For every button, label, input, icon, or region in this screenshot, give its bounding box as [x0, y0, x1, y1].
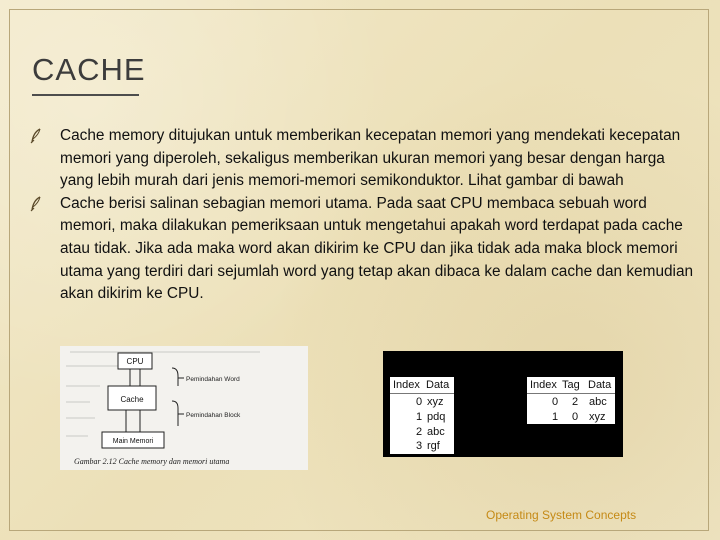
- bullet-item: [30, 125, 700, 193]
- memory-table: [390, 377, 454, 454]
- table-row: [390, 395, 454, 410]
- header-tag: Tag: [562, 379, 580, 391]
- cpu-label: CPU: [126, 357, 144, 366]
- figure-caption: Gambar 2.12 Cache memory dan memori utama: [74, 457, 230, 466]
- word-transfer-label: Pemindahan Word: [186, 376, 240, 383]
- header-index: Index: [393, 379, 420, 391]
- main-memory-label: Main Memori: [112, 438, 154, 445]
- cache-table: [527, 377, 615, 424]
- cache-table-header: [527, 378, 615, 394]
- header-data: Data: [588, 379, 612, 391]
- index-cell: 1: [552, 411, 559, 423]
- table-row: [390, 410, 454, 425]
- tag-cell: 0: [572, 411, 579, 423]
- data-cell: pdq: [427, 411, 446, 423]
- data-cell: rgf: [427, 440, 440, 452]
- index-cell: 1: [416, 411, 423, 423]
- table-row: [527, 395, 615, 410]
- data-cell: abc: [589, 396, 607, 408]
- cache-mapping-figure: [383, 351, 623, 457]
- index-cell: 0: [552, 396, 559, 408]
- index-cell: 0: [416, 396, 423, 408]
- memory-table-header: [390, 378, 454, 394]
- index-cell: 3: [416, 440, 423, 452]
- header-index: Index: [530, 379, 557, 391]
- data-cell: xyz: [589, 411, 606, 423]
- title-underline: [32, 94, 139, 96]
- index-cell: 2: [416, 426, 423, 438]
- table-row: [390, 425, 454, 440]
- bullet-item: [30, 193, 700, 306]
- slide-title: CACHE: [32, 52, 146, 87]
- footer-link[interactable]: Operating System Concepts: [486, 508, 637, 522]
- bullet-text: Cache berisi salinan sebagian memori utama. Pada saat CPU membaca sebuah word memori, maka dilakukan pemeriksaan untuk mengetahui apakah word terdapat pada cache atau tidak. Jika ada maka word akan dikirim ke CPU dan jika tidak ada maka block memori utama yang terdiri dari sejumlah word yang tetap akan dibaca ke dalam cache dan kemudian akan dikirim ke CPU.: [60, 194, 694, 303]
- quill-pen-icon: [30, 128, 42, 144]
- header-data: Data: [426, 379, 450, 391]
- quill-pen-icon: [30, 196, 42, 212]
- block-transfer-label: Pemindahan Block: [186, 412, 241, 419]
- data-cell: xyz: [427, 396, 444, 408]
- bullet-text: Cache memory ditujukan untuk memberikan kecepatan memori yang mendekati kecepatan memori yang diperoleh, sekaligus memberikan ukuran memori yang besar dengan harga yang lebih murah dari jenis memori-memori semikonduktor. Lihat gambar di bawah: [60, 127, 681, 190]
- cache-label: Cache: [120, 395, 144, 404]
- table-row: [390, 439, 454, 454]
- cache-diagram: [60, 346, 308, 470]
- table-row: [527, 410, 615, 425]
- bullet-list: [30, 125, 700, 306]
- data-cell: abc: [427, 426, 445, 438]
- tag-cell: 2: [572, 396, 579, 408]
- cache-diagram-figure: [60, 346, 308, 470]
